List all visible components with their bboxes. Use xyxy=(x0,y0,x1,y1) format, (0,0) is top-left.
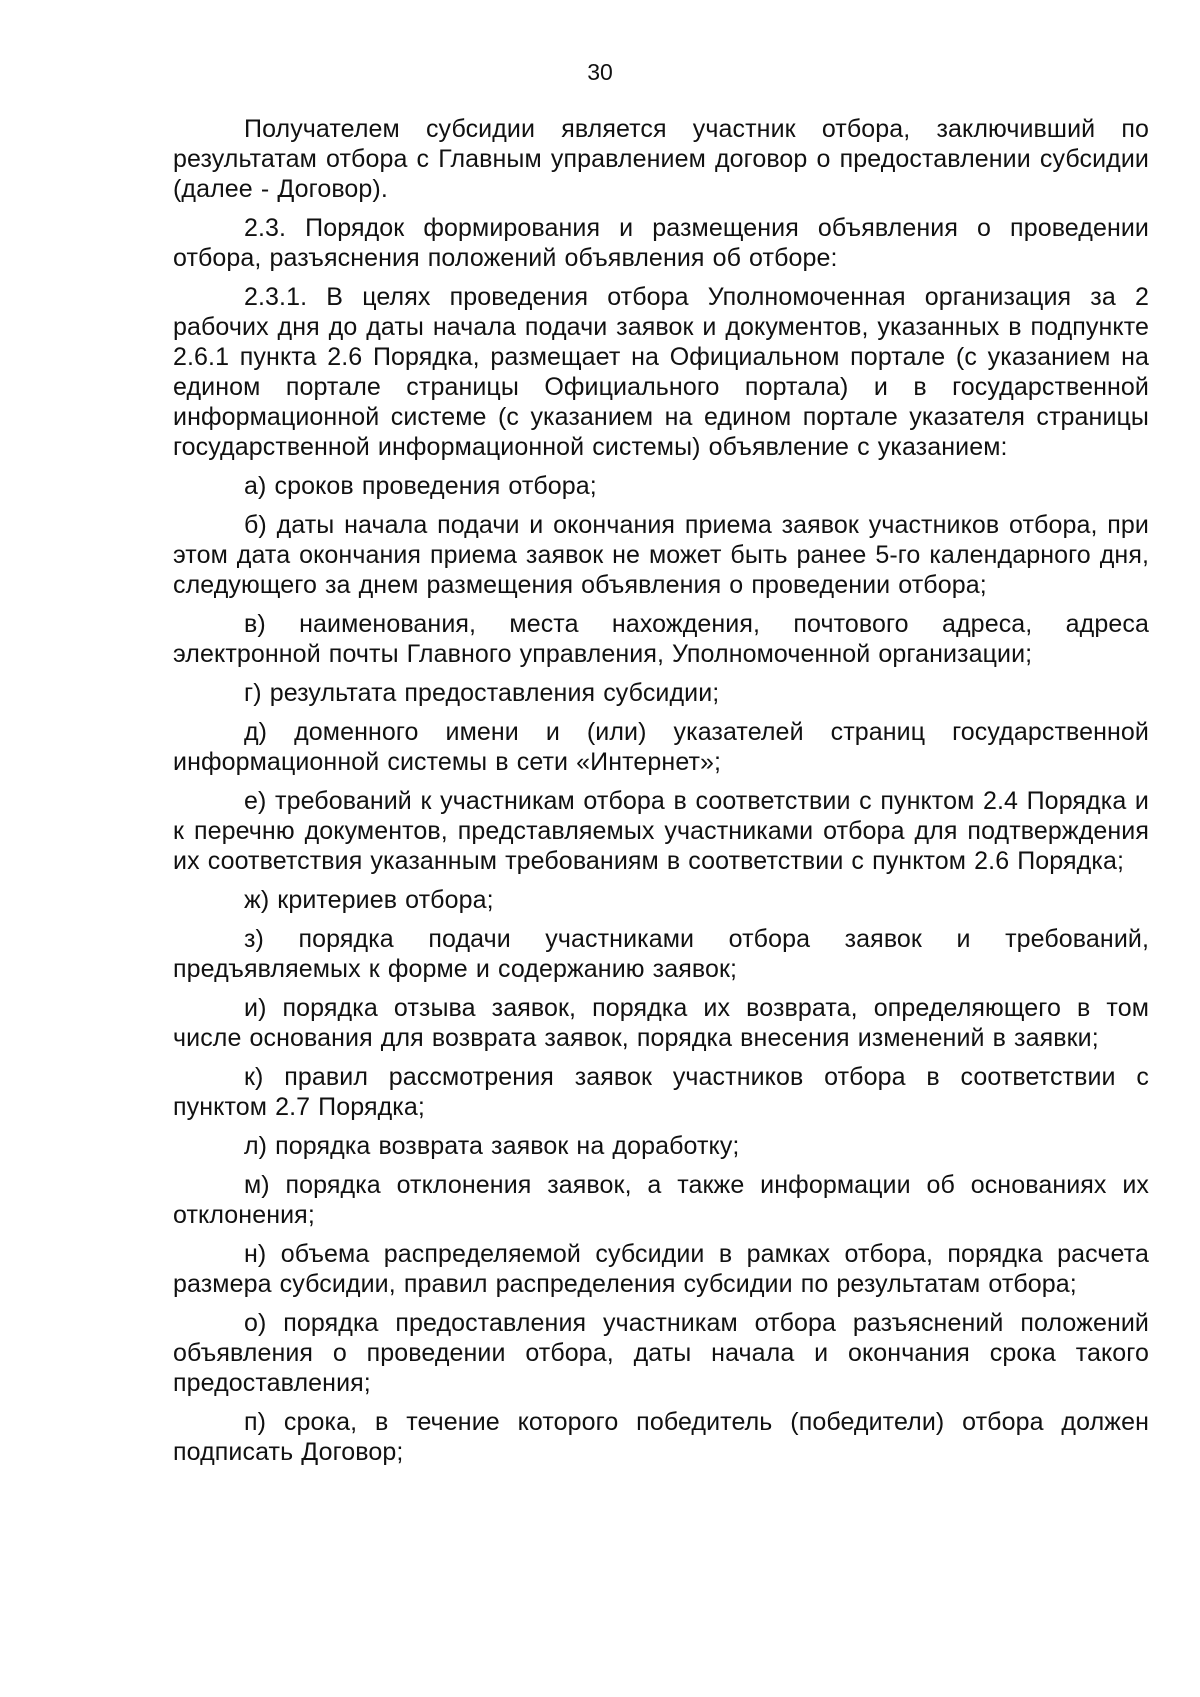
list-item-a: а) сроков проведения отбора; xyxy=(244,472,597,500)
document-body xyxy=(173,114,1149,1476)
list-item-z: з) порядка подачи участниками отбора заявок и требований, предъявляемых к форме и содержанию заявок; xyxy=(173,925,1149,983)
paragraph-recipient: Получателем субсидии является участник отбора, заключивший по результатам отбора с Главным управлением договор о предоставлении субсидии (далее - Договор). xyxy=(173,115,1149,203)
list-item-v: в) наименования, места нахождения, почтового адреса, адреса электронной почты Главного управления, Уполномоченной организации; xyxy=(173,610,1149,668)
list-item-e: е) требований к участникам отбора в соответствии с пунктом 2.4 Порядка и к перечню документов, представляемых участниками отбора для подтверждения их соответствия указанным требованиям в соответствии с пунктом 2.6 Порядка; xyxy=(173,787,1149,875)
list-item-l: л) порядка возврата заявок на доработку; xyxy=(244,1132,740,1160)
paragraph-section-2-3: 2.3. Порядок формирования и размещения объявления о проведении отбора, разъяснения положений объявления об отборе: xyxy=(173,214,1149,272)
list-item-i: и) порядка отзыва заявок, порядка их возврата, определяющего в том числе основания для возврата заявок, порядка внесения изменений в заявки; xyxy=(173,994,1149,1052)
list-item-o: о) порядка предоставления участникам отбора разъяснений положений объявления о проведении отбора, даты начала и окончания срока такого предоставления; xyxy=(173,1309,1149,1397)
list-item-zh: ж) критериев отбора; xyxy=(244,886,494,914)
list-item-b: б) даты начала подачи и окончания приема заявок участников отбора, при этом дата окончания приема заявок не может быть ранее 5-го календарного дня, следующего за днем размещения объявления о проведении отбора; xyxy=(173,511,1149,599)
list-item-n: н) объема распределяемой субсидии в рамках отбора, порядка расчета размера субсидии, правил распределения субсидии по результатам отбора; xyxy=(173,1240,1149,1298)
list-item-m: м) порядка отклонения заявок, а также информации об основаниях их отклонения; xyxy=(173,1171,1149,1229)
list-item-k: к) правил рассмотрения заявок участников отбора в соответствии с пунктом 2.7 Порядка; xyxy=(173,1063,1149,1121)
paragraph-section-2-3-1: 2.3.1. В целях проведения отбора Уполномоченная организация за 2 рабочих дня до даты начала подачи заявок и документов, указанных в подпункте 2.6.1 пункта 2.6 Порядка, размещает на Официальном портале (с указанием на едином портале страницы Официального портала) и в государственной информационной системе (с указанием на едином портале указателя страницы государственной информационной системы) объявление с указанием: xyxy=(173,283,1149,461)
list-item-p: п) срока, в течение которого победитель (победители) отбора должен подписать Договор; xyxy=(173,1408,1149,1466)
page-number: 30 xyxy=(587,59,613,85)
list-item-d: д) доменного имени и (или) указателей страниц государственной информационной системы в сети «Интернет»; xyxy=(173,718,1149,776)
list-item-g: г) результата предоставления субсидии; xyxy=(244,679,720,707)
